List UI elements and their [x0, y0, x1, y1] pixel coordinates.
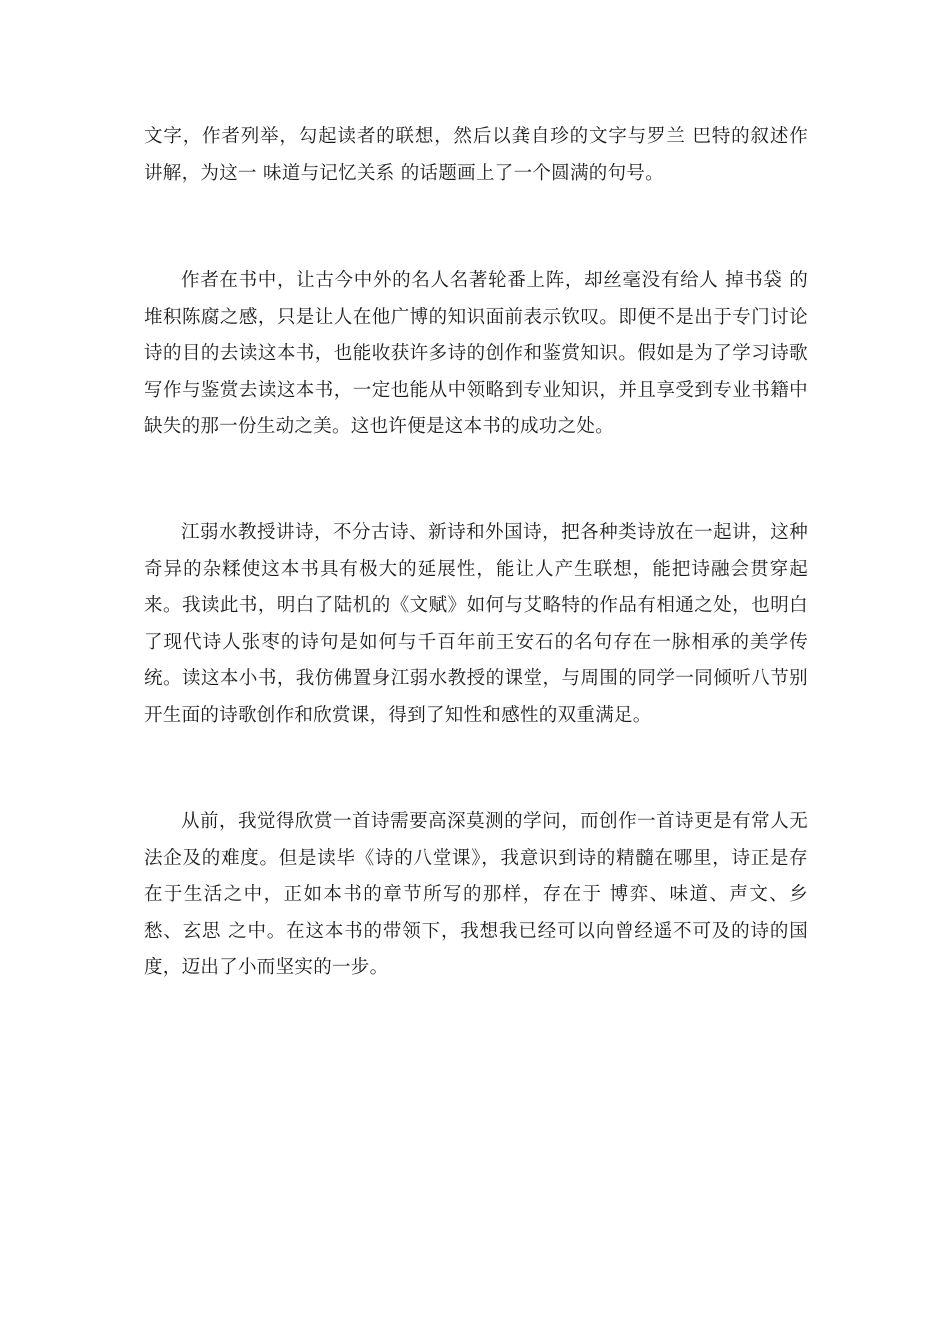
paragraph-conclusion: 从前，我觉得欣赏一首诗需要高深莫测的学问，而创作一首诗更是有常人无法企及的难度。但是读毕《诗的八堂课》，我意识到诗的精髓在哪里，诗正是存在于生活之中，正如本书的章节所写的那样，存在于 博弈、味道、声文、乡愁、玄思 之中。在这本书的带领下，我想我已经可以向曾经遥不可及的诗的国度，迈出了小而坚实的一步。: [144, 811, 808, 978]
paragraph-continuation: 文字，作者列举，勾起读者的联想，然后以龚自珍的文字与罗兰 巴特的叙述作讲解，为这一 味道与记忆关系 的话题画上了一个圆满的句号。: [144, 126, 808, 184]
paragraph-erudition: 作者在书中，让古今中外的名人名著轮番上阵，却丝毫没有给人 掉书袋 的堆积陈腐之感，只是让人在他广博的知识面前表示钦叹。即便不是出于专门讨论诗的目的去读这本书，也能收获许多诗的创作和鉴赏知识。假如是为了学习诗歌写作与鉴赏去读这本书，一定也能从中领略到专业知识，并且享受到专业书籍中缺失的那一份生动之美。这也许便是这本书的成功之处。: [144, 270, 808, 437]
paragraph-teaching-style: 江弱水教授讲诗，不分古诗、新诗和外国诗，把各种类诗放在一起讲，这种奇异的杂糅使这本书具有极大的延展性，能让人产生联想，能把诗融会贯穿起来。我读此书，明白了陆机的《文赋》如何与艾略特的作品有相通之处，也明白了现代诗人张枣的诗句是如何与千百年前王安石的名句存在一脉相承的美学传统。读这本小书，我仿佛置身江弱水教授的课堂，与周围的同学一同倾听八节别开生面的诗歌创作和欣赏课，得到了知性和感性的双重满足。: [144, 522, 808, 726]
